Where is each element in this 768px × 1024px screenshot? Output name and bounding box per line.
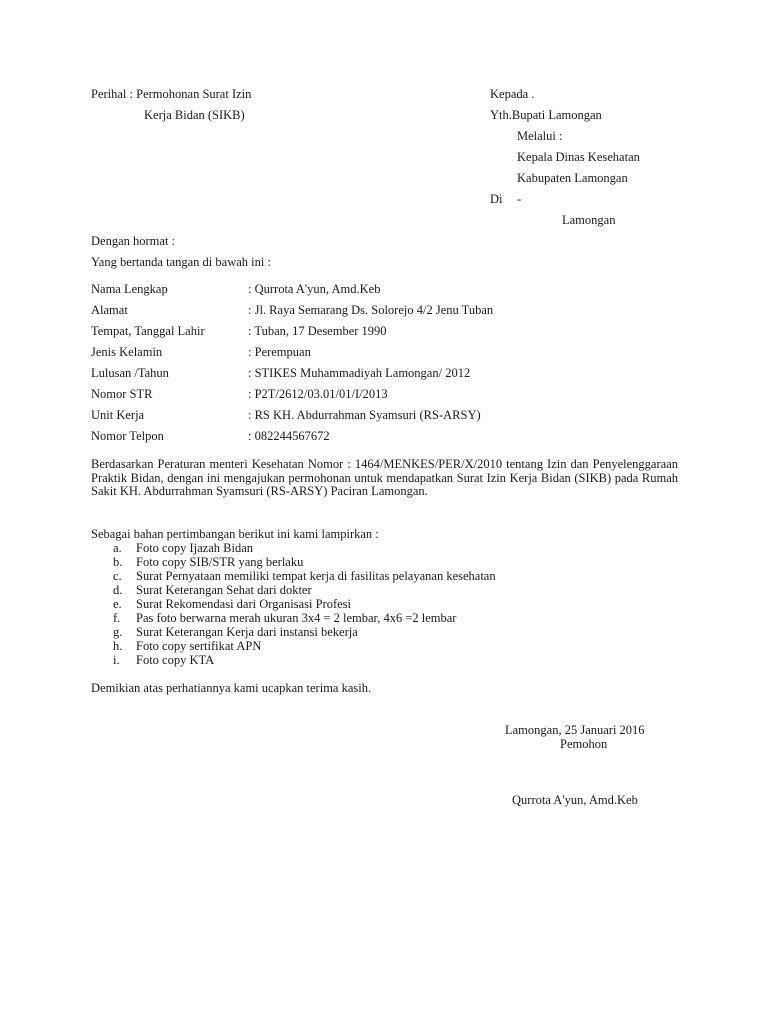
list-text: Foto copy KTA [136, 653, 215, 667]
list-text: Surat Rekomendasi dari Organisasi Profesi [136, 597, 352, 611]
list-text: Surat Pernyataan memiliki tempat kerja di fasilitas pelayanan kesehatan [136, 569, 496, 583]
list-text: Pas foto berwarna merah ukuran 3x4 = 2 lembar, 4x6 =2 lembar [136, 611, 457, 625]
identity-label: Jenis Kelamin [91, 345, 163, 359]
identity-label: Unit Kerja [91, 408, 145, 422]
identity-value: : Tuban, 17 Desember 1990 [248, 324, 387, 338]
list-marker: c. [113, 569, 122, 583]
subject-line-2: Kerja Bidan (SIKB) [144, 108, 245, 122]
recipient-kepada: Kepada . [490, 87, 535, 101]
identity-row-gender [91, 345, 311, 360]
identity-row-name [91, 282, 380, 297]
list-marker: e. [113, 597, 122, 611]
identity-label: Nomor Telpon [91, 429, 164, 443]
identity-value: : STIKES Muhammadiyah Lamongan/ 2012 [248, 366, 471, 380]
intro-text: Yang bertanda tangan di bawah ini : [91, 255, 271, 269]
greeting: Dengan hormat : [91, 234, 176, 248]
recipient-kabupaten: Kabupaten Lamongan [517, 171, 628, 185]
recipient-di-dash: - [517, 192, 522, 206]
list-text: Foto copy Ijazah Bidan [136, 541, 253, 555]
identity-value: : P2T/2612/03.01/01/I/2013 [248, 387, 388, 401]
body-paragraph: Berdasarkan Peraturan menteri Kesehatan Nomor : 1464/MENKES/PER/X/2010 tentang Izin dan Penyelenggaraan Praktik Bidan, dengan ini mengajukan permohonan untuk mendapatkan Surat Izin Kerja Bidan (SIKB) pada Rumah Sakit KH. Abdurrahman Syamsuri (RS-ARSY) Paciran Lamongan. [91, 457, 678, 499]
identity-value: : 082244567672 [248, 429, 330, 443]
subject-line-1: Perihal : Permohonan Surat Izin [91, 87, 252, 101]
list-marker: a. [113, 541, 122, 555]
recipient-kadinkes: Kepala Dinas Kesehatan [517, 150, 640, 164]
identity-value: : Perempuan [248, 345, 311, 359]
identity-value: : Jl. Raya Semarang Ds. Solorejo 4/2 Jenu Tuban [248, 303, 494, 317]
identity-row-birth [91, 324, 387, 339]
list-text: Foto copy sertifikat APN [136, 639, 262, 653]
attachments-intro: Sebagai bahan pertimbangan berikut ini kami lampirkan : [91, 527, 379, 541]
identity-value: : RS KH. Abdurrahman Syamsuri (RS-ARSY) [248, 408, 481, 422]
identity-label: Alamat [91, 303, 128, 317]
identity-label: Nama Lengkap [91, 282, 168, 296]
list-text: Surat Keterangan Kerja dari instansi bekerja [136, 625, 358, 639]
identity-row-address [91, 303, 493, 318]
identity-label: Lulusan /Tahun [91, 366, 169, 380]
identity-row-graduation [91, 366, 470, 381]
list-marker: h. [113, 639, 123, 653]
list-marker: d. [113, 583, 123, 597]
identity-label: Tempat, Tanggal Lahir [91, 324, 205, 338]
recipient-melalui: Melalui : [517, 129, 563, 143]
list-text: Surat Keterangan Sehat dari dokter [136, 583, 312, 597]
list-text: Foto copy SIB/STR yang berlaku [136, 555, 304, 569]
closing-text: Demikian atas perhatiannya kami ucapkan terima kasih. [91, 681, 372, 695]
signature-place-date: Lamongan, 25 Januari 2016 [505, 723, 645, 737]
identity-label: Nomor STR [91, 387, 153, 401]
identity-row-str [91, 387, 388, 402]
list-marker: g. [113, 625, 123, 639]
signature-role: Pemohon [560, 737, 608, 751]
signature-name: Qurrota A'yun, Amd.Keb [512, 793, 638, 807]
list-marker: f. [113, 611, 121, 625]
recipient-di: Di [490, 192, 503, 206]
list-marker: i. [113, 653, 120, 667]
recipient-yth: Yth.Bupati Lamongan [490, 108, 602, 122]
list-marker: b. [113, 555, 123, 569]
identity-value: : Qurrota A'yun, Amd.Keb [248, 282, 381, 296]
identity-row-phone [91, 429, 330, 444]
identity-row-workunit [91, 408, 481, 423]
recipient-city: Lamongan [562, 213, 616, 227]
